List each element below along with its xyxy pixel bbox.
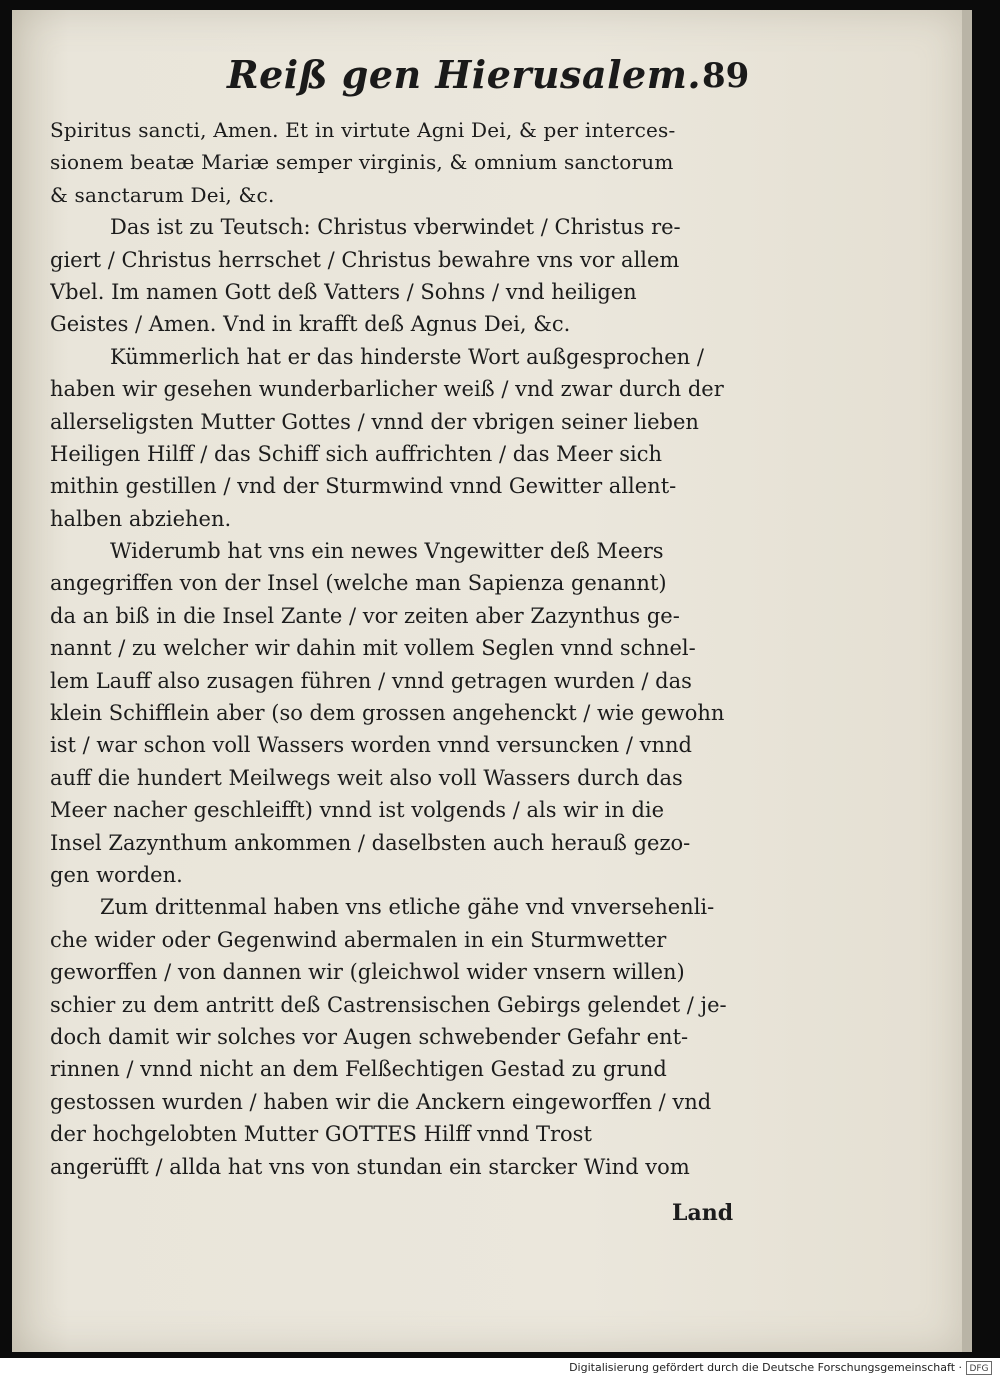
text-line: schier zu dem antritt deß Castrensischen Gebirgs gelendet / je- <box>50 992 727 1017</box>
dfg-logo-icon: DFG <box>966 1361 992 1375</box>
text-line: lem Lauff also zusagen führen / vnnd getragen wurden / das <box>50 668 692 693</box>
catchword: Land <box>672 1200 734 1226</box>
text-line: Vbel. Im namen Gott deß Vatters / Sohns / vnd heiligen <box>50 279 637 304</box>
text-line: angerüfft / allda hat vns von stundan ein starcker Wind vom <box>50 1154 690 1179</box>
text-line: da an biß in die Insel Zante / vor zeiten aber Zazynthus ge- <box>50 603 680 628</box>
running-title: Reiß gen Hierusalem. <box>227 52 702 97</box>
text-line: Meer nacher geschleifft) vnnd ist volgends / als wir in die <box>50 798 665 823</box>
text-line: rinnen / vnnd nicht an dem Felßechtigen Gestad zu grund <box>50 1057 667 1082</box>
text-line: Heiligen Hilff / das Schiff sich auffrichten / das Meer sich <box>50 441 662 466</box>
text-line: Geistes / Amen. Vnd in krafft deß Agnus Dei, &c. <box>50 312 571 337</box>
text-line: ist / war schon voll Wassers worden vnnd versuncken / vnnd <box>50 733 692 758</box>
text-line: Spiritus sancti, Amen. Et in virtute Agni Dei, & per interces- <box>50 118 676 142</box>
text-line: klein Schifflein aber (so dem grossen angehenckt / wie gewohn <box>50 701 725 726</box>
book-page <box>12 10 962 1352</box>
text-line: giert / Christus herrschet / Christus bewahre vns vor allem <box>50 247 680 272</box>
text-line: der hochgelobten Mutter GOTTES Hilff vnnd Trost <box>50 1122 592 1147</box>
page-edge <box>962 10 972 1352</box>
text-line: allerseligsten Mutter Gottes / vnnd der vbrigen seiner lieben <box>50 409 699 434</box>
text-line: che wider oder Gegenwind abermalen in ein Sturmwetter <box>50 927 667 952</box>
text-line: Kümmerlich hat er das hinderste Wort außgesprochen / <box>110 344 704 369</box>
text-line: halben abziehen. <box>50 506 232 531</box>
text-line: gen worden. <box>50 862 183 887</box>
text-line: angegriffen von der Insel (welche man Sapienza genannt) <box>50 571 667 596</box>
text-line: Zum drittenmal haben vns etliche gähe vnd vnversehenli- <box>100 895 715 920</box>
funding-credit: Digitalisierung gefördert durch die Deutsche Forschungsgemeinschaft · <box>569 1361 962 1374</box>
text-line: nannt / zu welcher wir dahin mit vollem Seglen vnnd schnel- <box>50 636 696 661</box>
text-line: Insel Zazynthum ankommen / daselbsten auch herauß gezo- <box>50 830 691 855</box>
page-body <box>50 114 755 1183</box>
text-line: haben wir gesehen wunderbarlicher weiß / vnd zwar durch der <box>50 377 724 402</box>
text-line: sionem beatæ Mariæ semper virginis, & omnium sanctorum <box>50 150 674 175</box>
page-header <box>12 52 962 112</box>
text-line: & sanctarum Dei, &c. <box>50 182 275 207</box>
footer-bar <box>0 1358 1000 1379</box>
text-line: Widerumb hat vns ein newes Vngewitter deß Meers <box>110 539 664 564</box>
text-line: auff die hundert Meilwegs weit also voll Wassers durch das <box>50 765 683 790</box>
text-line: Das ist zu Teutsch: Christus vberwindet / Christus re- <box>110 215 681 240</box>
text-line: geworffen / von dannen wir (gleichwol wider vnsern willen) <box>50 960 685 985</box>
text-line: gestossen wurden / haben wir die Anckern eingeworffen / vnd <box>50 1089 712 1114</box>
page-number: 89 <box>702 56 750 96</box>
text-line: mithin gestillen / vnd der Sturmwind vnnd Gewitter allent- <box>50 474 677 499</box>
text-line: doch damit wir solches vor Augen schwebender Gefahr ent- <box>50 1024 689 1049</box>
